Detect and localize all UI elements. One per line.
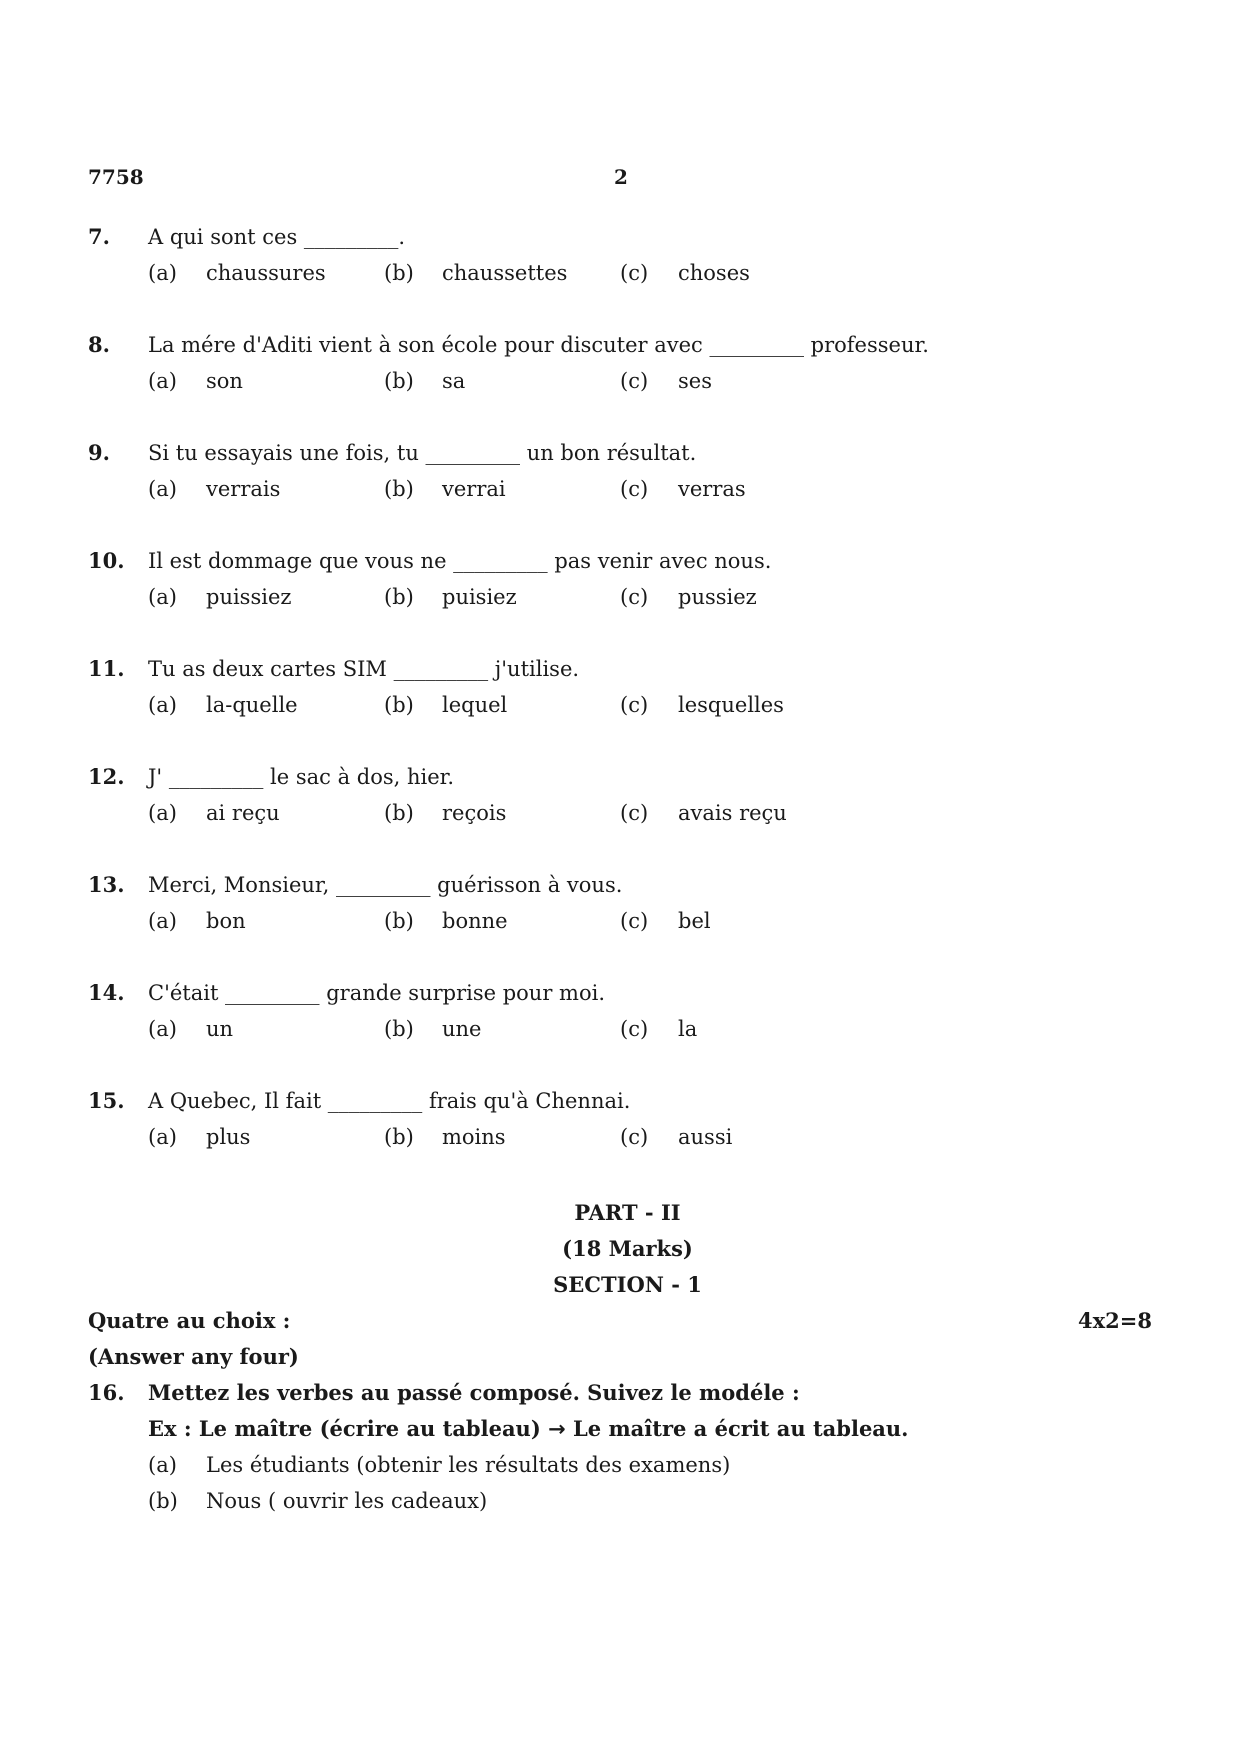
option-label: (c) (620, 261, 649, 285)
page-number: 2 (614, 165, 628, 189)
question-text: Merci, Monsieur, _________ guérisson à vous. (148, 873, 623, 897)
item-label: (a) (148, 1453, 177, 1477)
option-a (148, 472, 384, 508)
option-label: (a) (148, 369, 177, 393)
question-15 (88, 1084, 1148, 1156)
option-text: aussi (678, 1125, 733, 1149)
part-title: PART - II (574, 1200, 681, 1225)
question-10 (88, 544, 1148, 616)
item-text: Nous ( ouvrir les cadeaux) (206, 1489, 488, 1513)
example-right: Le maître a écrit au tableau. (573, 1416, 909, 1441)
item-label: (b) (148, 1489, 178, 1513)
option-b (384, 364, 620, 400)
option-text: son (206, 369, 243, 393)
option-c (620, 472, 856, 508)
question-text: Il est dommage que vous ne _________ pas venir avec nous. (148, 549, 772, 573)
option-text: lequel (442, 693, 508, 717)
option-label: (a) (148, 261, 177, 285)
question-number: 8. (88, 332, 110, 357)
option-label: (c) (620, 585, 649, 609)
question-text: J' _________ le sac à dos, hier. (148, 765, 455, 789)
option-label: (b) (384, 1017, 414, 1041)
option-text: avais reçu (678, 801, 787, 825)
option-text: bon (206, 909, 246, 933)
option-text: sa (442, 369, 466, 393)
option-label: (b) (384, 909, 414, 933)
option-label: (b) (384, 585, 414, 609)
question-16-item-a (148, 1448, 730, 1482)
option-label: (a) (148, 909, 177, 933)
question-number: 7. (88, 224, 110, 249)
question-7 (88, 220, 1148, 292)
paper-code: 7758 (88, 165, 144, 189)
question-16-number: 16. (88, 1380, 125, 1405)
option-b (384, 688, 620, 724)
right-arrow-icon: → (548, 1417, 566, 1441)
question-text: Tu as deux cartes SIM _________ j'utilise. (148, 657, 580, 681)
part-marks: (18 Marks) (562, 1236, 693, 1261)
question-number: 14. (88, 980, 125, 1005)
question-13 (88, 868, 1148, 940)
option-text: puissiez (206, 585, 292, 609)
question-16-example (148, 1412, 909, 1446)
options-row (88, 364, 1148, 400)
marks-formula: 4x2=8 (1078, 1308, 1152, 1333)
option-text: un (206, 1017, 234, 1041)
option-b (384, 1012, 620, 1048)
option-a (148, 796, 384, 832)
option-text: la (678, 1017, 698, 1041)
question-9 (88, 436, 1148, 508)
instruction-french: Quatre au choix : (88, 1308, 291, 1333)
option-text: verrais (206, 477, 281, 501)
option-label: (b) (384, 1125, 414, 1149)
instruction-english: (Answer any four) (88, 1344, 299, 1369)
option-a (148, 580, 384, 616)
option-text: ses (678, 369, 712, 393)
option-label: (a) (148, 585, 177, 609)
option-label: (c) (620, 369, 649, 393)
option-label: (b) (384, 693, 414, 717)
option-label: (c) (620, 909, 649, 933)
option-label: (b) (384, 369, 414, 393)
question-16-item-b (148, 1484, 487, 1518)
option-text: la-quelle (206, 693, 298, 717)
options-row (88, 580, 1148, 616)
option-text: lesquelles (678, 693, 784, 717)
question-number: 15. (88, 1088, 125, 1113)
option-b (384, 580, 620, 616)
options-row (88, 796, 1148, 832)
option-label: (c) (620, 477, 649, 501)
question-16-text: Mettez les verbes au passé composé. Suivez le modéle : (148, 1380, 800, 1405)
question-number: 9. (88, 440, 110, 465)
options-row (88, 256, 1148, 292)
option-a (148, 1012, 384, 1048)
option-text: chaussures (206, 261, 326, 285)
question-text: C'était _________ grande surprise pour moi. (148, 981, 605, 1005)
option-c (620, 904, 856, 940)
question-number: 12. (88, 764, 125, 789)
question-12 (88, 760, 1148, 832)
option-a (148, 1120, 384, 1156)
option-label: (a) (148, 1017, 177, 1041)
option-c (620, 796, 856, 832)
option-label: (b) (384, 477, 414, 501)
option-text: puisiez (442, 585, 517, 609)
option-c (620, 688, 856, 724)
option-label: (a) (148, 801, 177, 825)
question-text: Si tu essayais une fois, tu _________ un bon résultat. (148, 441, 697, 465)
option-a (148, 364, 384, 400)
item-text: Les étudiants (obtenir les résultats des examens) (206, 1453, 731, 1477)
option-text: bel (678, 909, 711, 933)
option-label: (c) (620, 1125, 649, 1149)
option-label: (b) (384, 261, 414, 285)
option-b (384, 256, 620, 292)
question-text: A Quebec, Il fait _________ frais qu'à Chennai. (148, 1089, 631, 1113)
question-number: 13. (88, 872, 125, 897)
option-text: plus (206, 1125, 251, 1149)
option-label: (a) (148, 693, 177, 717)
option-text: une (442, 1017, 482, 1041)
option-label: (b) (384, 801, 414, 825)
option-text: ai reçu (206, 801, 280, 825)
options-row (88, 1120, 1148, 1156)
option-label: (a) (148, 477, 177, 501)
options-row (88, 1012, 1148, 1048)
question-11 (88, 652, 1148, 724)
options-row (88, 472, 1148, 508)
option-text: reçois (442, 801, 507, 825)
question-text: La mére d'Aditi vient à son école pour discuter avec _________ professeur. (148, 333, 929, 357)
option-label: (a) (148, 1125, 177, 1149)
option-a (148, 904, 384, 940)
question-8 (88, 328, 1148, 400)
question-14 (88, 976, 1148, 1048)
section-title: SECTION - 1 (553, 1272, 702, 1297)
question-number: 11. (88, 656, 125, 681)
option-c (620, 256, 856, 292)
option-b (384, 796, 620, 832)
option-label: (c) (620, 693, 649, 717)
option-b (384, 904, 620, 940)
option-label: (c) (620, 801, 649, 825)
option-a (148, 688, 384, 724)
option-text: moins (442, 1125, 506, 1149)
option-text: verras (678, 477, 746, 501)
option-c (620, 1012, 856, 1048)
option-b (384, 1120, 620, 1156)
option-label: (c) (620, 1017, 649, 1041)
options-row (88, 688, 1148, 724)
option-a (148, 256, 384, 292)
option-text: choses (678, 261, 750, 285)
option-text: bonne (442, 909, 508, 933)
option-text: pussiez (678, 585, 757, 609)
example-left: Ex : Le maître (écrire au tableau) (148, 1416, 541, 1441)
option-c (620, 1120, 856, 1156)
question-text: A qui sont ces _________. (148, 225, 406, 249)
options-row (88, 904, 1148, 940)
option-c (620, 580, 856, 616)
option-text: verrai (442, 477, 506, 501)
option-c (620, 364, 856, 400)
question-number: 10. (88, 548, 125, 573)
option-text: chaussettes (442, 261, 568, 285)
option-b (384, 472, 620, 508)
